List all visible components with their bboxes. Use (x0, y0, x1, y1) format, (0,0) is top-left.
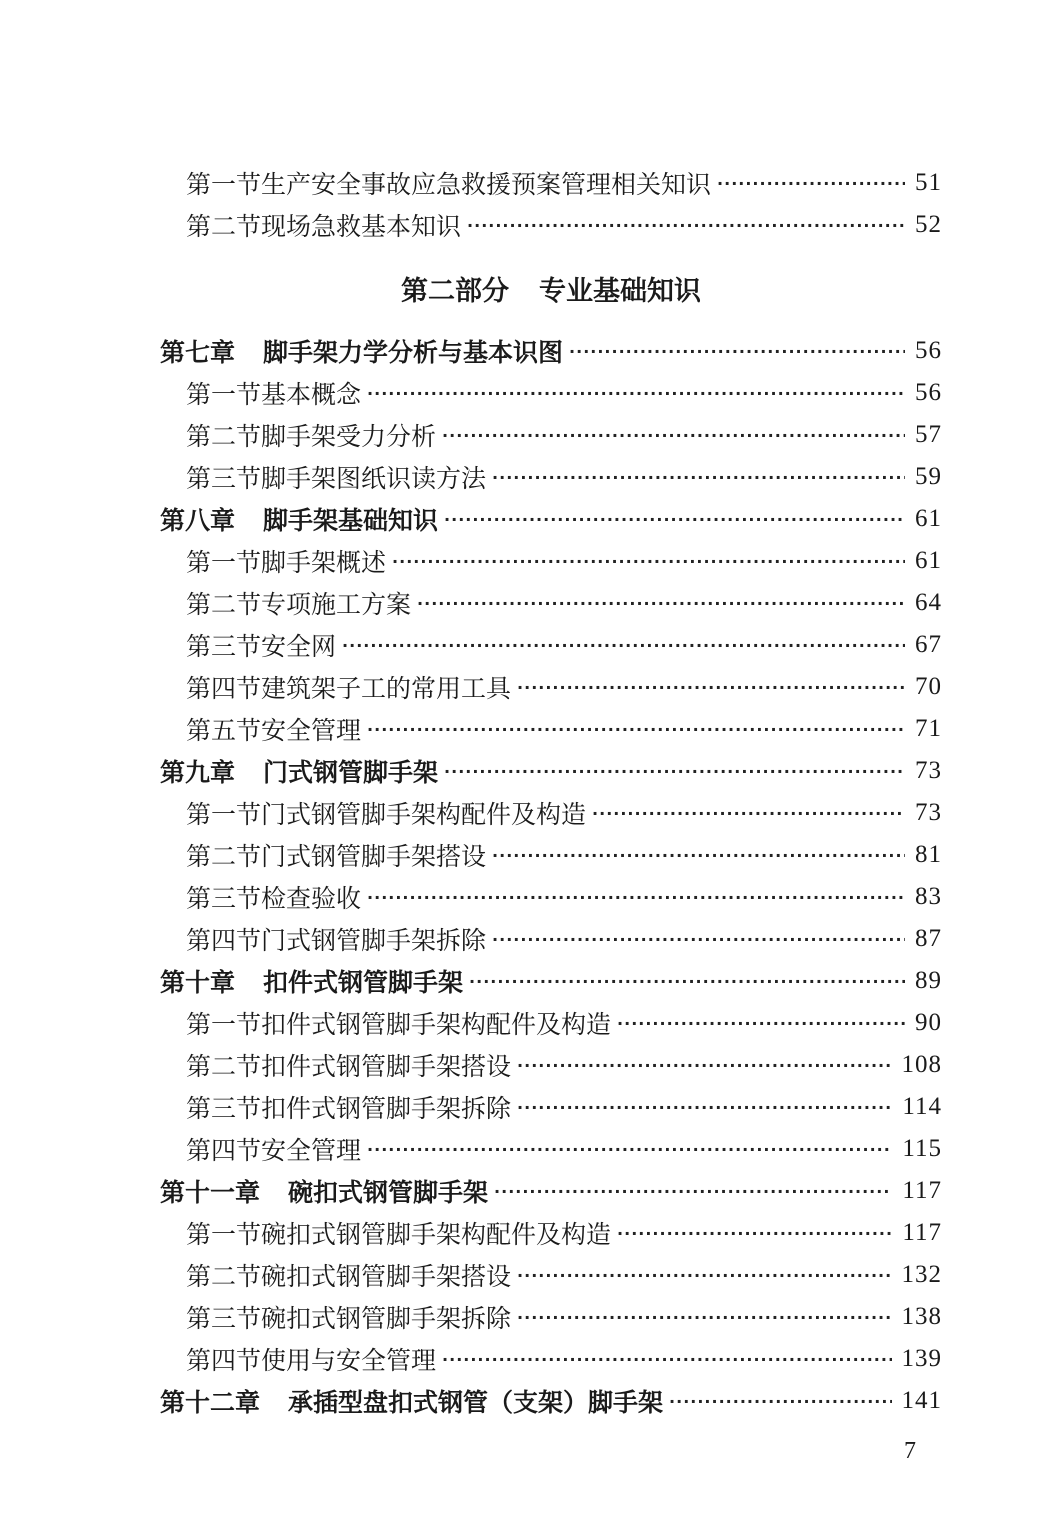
section-label: 第四节 (186, 1136, 262, 1165)
section-page-number: 59 (915, 463, 942, 490)
section-label: 第三节 (186, 884, 262, 913)
chapter-title: 承插型盘扣式钢管（支架）脚手架 (288, 1388, 664, 1417)
toc-chapter-entry[interactable] (160, 750, 942, 792)
dot-leader (492, 930, 905, 949)
section-page-number: 57 (915, 421, 942, 448)
toc-section-entry[interactable] (160, 1086, 942, 1128)
dot-leader (494, 1182, 892, 1201)
section-title: 碗扣式钢管脚手架构配件及构造 (261, 1220, 612, 1249)
dot-leader (492, 468, 905, 487)
section-label: 第三节 (186, 632, 262, 661)
toc-section-entry[interactable] (160, 1128, 942, 1170)
section-title: 安全管理 (261, 716, 362, 745)
toc-chapter-entry[interactable] (160, 960, 942, 1002)
dot-leader (492, 846, 905, 865)
toc-section-entry[interactable] (160, 918, 942, 960)
part-heading (160, 246, 942, 330)
section-label: 第二节 (186, 590, 262, 619)
toc-section-entry[interactable] (160, 708, 942, 750)
dot-leader (717, 174, 905, 193)
section-page-number: 73 (915, 799, 942, 826)
dot-leader (617, 1224, 892, 1243)
dot-leader (367, 888, 905, 907)
section-title: 现场急救基本知识 (261, 212, 462, 241)
section-title: 安全网 (261, 632, 337, 661)
section-label: 第四节 (186, 1346, 262, 1375)
chapter-label: 第八章 (160, 506, 236, 535)
dot-leader (669, 1392, 891, 1411)
dot-leader (592, 804, 905, 823)
toc-section-entry[interactable] (160, 666, 942, 708)
dot-leader (417, 594, 905, 613)
section-page-number: 56 (915, 379, 942, 406)
section-page-number: 64 (915, 589, 942, 616)
section-title: 扣件式钢管脚手架拆除 (261, 1094, 512, 1123)
section-page-number: 61 (915, 547, 942, 574)
dot-leader (467, 216, 905, 235)
toc-section-entry[interactable] (160, 1002, 942, 1044)
toc-section-entry[interactable] (160, 1044, 942, 1086)
table-of-contents (160, 162, 942, 1422)
section-title: 脚手架概述 (261, 548, 387, 577)
chapter-page-number: 89 (915, 967, 942, 994)
dot-leader (569, 342, 905, 361)
part-title: 专业基础知识 (539, 275, 701, 307)
dot-leader (517, 1056, 891, 1075)
toc-section-entry[interactable] (160, 834, 942, 876)
section-title: 扣件式钢管脚手架搭设 (261, 1052, 512, 1081)
dot-leader (444, 510, 905, 529)
chapter-label: 第七章 (160, 338, 236, 367)
toc-chapter-entry[interactable] (160, 498, 942, 540)
toc-chapter-entry[interactable] (160, 1380, 942, 1422)
dot-leader (442, 1350, 891, 1369)
section-label: 第二节 (186, 1052, 262, 1081)
section-title: 检查验收 (261, 884, 362, 913)
dot-leader (367, 1140, 892, 1159)
section-page-number: 115 (902, 1135, 942, 1162)
dot-leader (367, 720, 905, 739)
dot-leader (517, 1266, 891, 1285)
section-page-number: 114 (902, 1093, 942, 1120)
section-title: 门式钢管脚手架构配件及构造 (261, 800, 587, 829)
section-title: 扣件式钢管脚手架构配件及构造 (261, 1010, 612, 1039)
section-title: 碗扣式钢管脚手架搭设 (261, 1262, 512, 1291)
chapter-title: 碗扣式钢管脚手架 (288, 1178, 489, 1207)
section-label: 第五节 (186, 716, 262, 745)
section-title: 安全管理 (261, 1136, 362, 1165)
section-page-number: 108 (901, 1051, 942, 1078)
section-page-number: 71 (915, 715, 942, 742)
toc-section-entry[interactable] (160, 876, 942, 918)
chapter-label: 第十一章 (160, 1178, 261, 1207)
dot-leader (442, 426, 905, 445)
section-label: 第三节 (186, 1094, 262, 1123)
section-page-number: 117 (902, 1219, 942, 1246)
part-label: 第二部分 (401, 275, 509, 307)
section-label: 第一节 (186, 1220, 262, 1249)
dot-leader (517, 1308, 891, 1327)
toc-section-entry[interactable] (160, 1296, 942, 1338)
section-page-number: 83 (915, 883, 942, 910)
toc-section-entry[interactable] (160, 540, 942, 582)
section-title: 建筑架子工的常用工具 (261, 674, 512, 703)
toc-section-entry[interactable] (160, 1338, 942, 1380)
dot-leader (517, 1098, 892, 1117)
section-label: 第二节 (186, 1262, 262, 1291)
section-page-number: 51 (915, 169, 942, 196)
chapter-title: 脚手架力学分析与基本识图 (263, 338, 564, 367)
section-title: 脚手架图纸识读方法 (261, 464, 487, 493)
chapter-label: 第十二章 (160, 1388, 261, 1417)
dot-leader (469, 972, 905, 991)
section-page-number: 138 (901, 1303, 942, 1330)
dot-leader (617, 1014, 905, 1033)
section-page-number: 90 (915, 1009, 942, 1036)
chapter-page-number: 61 (915, 505, 942, 532)
section-page-number: 87 (915, 925, 942, 952)
toc-section-entry[interactable] (160, 414, 942, 456)
section-title: 专项施工方案 (261, 590, 412, 619)
page-number: 7 (904, 1438, 916, 1464)
toc-section-entry[interactable] (160, 582, 942, 624)
section-title: 脚手架受力分析 (261, 422, 437, 451)
section-label: 第四节 (186, 674, 262, 703)
section-label: 第四节 (186, 926, 262, 955)
toc-section-entry[interactable] (160, 162, 942, 204)
section-label: 第二节 (186, 842, 262, 871)
section-title: 门式钢管脚手架搭设 (261, 842, 487, 871)
chapter-label: 第十章 (160, 968, 236, 997)
section-title: 基本概念 (261, 380, 362, 409)
section-label: 第一节 (186, 380, 262, 409)
toc-section-entry[interactable] (160, 456, 942, 498)
dot-leader (342, 636, 905, 655)
section-title: 碗扣式钢管脚手架拆除 (261, 1304, 512, 1333)
section-label: 第一节 (186, 1010, 262, 1039)
toc-section-entry[interactable] (160, 204, 942, 246)
dot-leader (367, 384, 905, 403)
section-label: 第二节 (186, 212, 262, 241)
toc-chapter-entry[interactable] (160, 330, 942, 372)
chapter-page-number: 141 (901, 1387, 942, 1414)
toc-section-entry[interactable] (160, 792, 942, 834)
section-label: 第二节 (186, 422, 262, 451)
section-page-number: 52 (915, 211, 942, 238)
section-title: 门式钢管脚手架拆除 (261, 926, 487, 955)
toc-section-entry[interactable] (160, 624, 942, 666)
section-label: 第一节 (186, 800, 262, 829)
section-label: 第一节 (186, 548, 262, 577)
section-page-number: 81 (915, 841, 942, 868)
chapter-label: 第九章 (160, 758, 236, 787)
chapter-page-number: 117 (902, 1177, 942, 1204)
section-label: 第三节 (186, 1304, 262, 1333)
chapter-list (160, 330, 942, 1422)
chapter-title: 脚手架基础知识 (263, 506, 439, 535)
section-label: 第一节 (186, 170, 262, 199)
section-label: 第三节 (186, 464, 262, 493)
toc-chapter-entry[interactable] (160, 1170, 942, 1212)
section-title: 生产安全事故应急救援预案管理相关知识 (261, 170, 712, 199)
toc-section-entry[interactable] (160, 1212, 942, 1254)
toc-section-entry[interactable] (160, 372, 942, 414)
chapter-title: 扣件式钢管脚手架 (263, 968, 464, 997)
section-page-number: 139 (901, 1345, 942, 1372)
toc-section-entry[interactable] (160, 1254, 942, 1296)
dot-leader (517, 678, 905, 697)
dot-leader (444, 762, 905, 781)
section-page-number: 70 (915, 673, 942, 700)
section-page-number: 67 (915, 631, 942, 658)
section-page-number: 132 (901, 1261, 942, 1288)
chapter-page-number: 56 (915, 337, 942, 364)
chapter-page-number: 73 (915, 757, 942, 784)
dot-leader (392, 552, 905, 571)
chapter-title: 门式钢管脚手架 (263, 758, 439, 787)
section-title: 使用与安全管理 (261, 1346, 437, 1375)
